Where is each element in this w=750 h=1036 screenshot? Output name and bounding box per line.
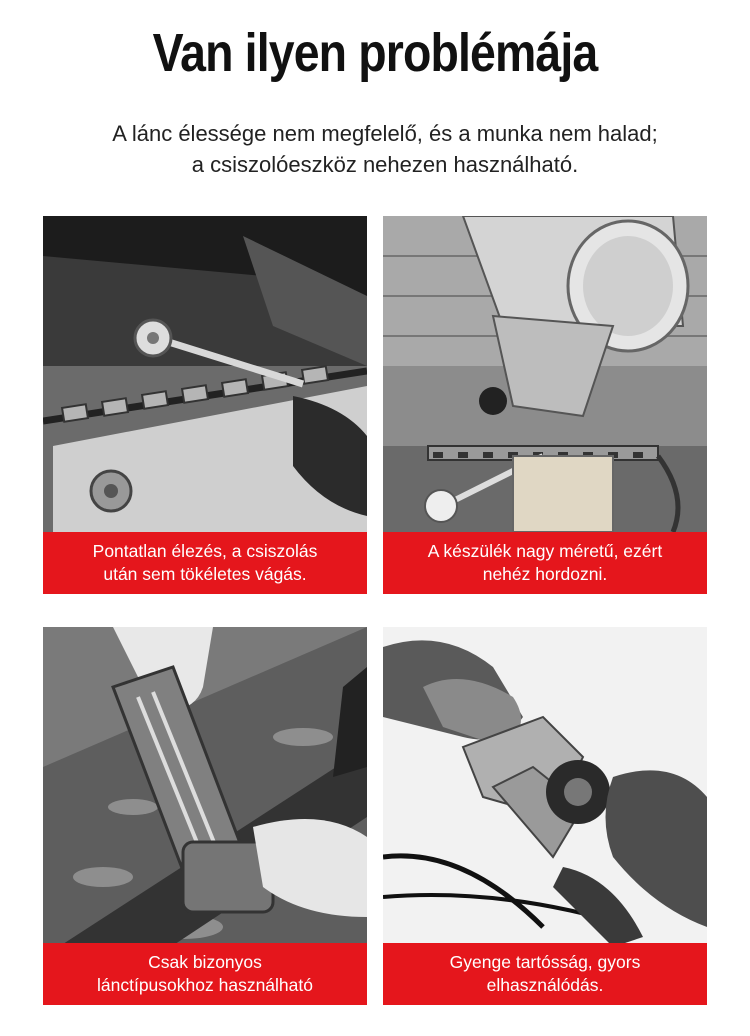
page-subtitle [40,118,730,180]
caption-line-2: nehéz hordozni. [482,564,608,584]
caption-banner [383,532,707,594]
caption-line-2: után sem tökéletes vágás. [103,564,307,584]
caption-banner [43,532,367,594]
caption-line-1: A készülék nagy méretű, ezért [427,541,663,561]
problem-card-inaccurate-sharpening [43,216,367,594]
page-title: Van ilyen problémája [152,23,598,83]
problem-card-poor-durability [383,627,707,1005]
subtitle-line-1: A lánc élessége nem megfelelő, és a munka nem halad; [112,121,658,146]
caption-line-1: Gyenge tartósság, gyors [449,952,641,972]
caption-line-1: Csak bizonyos [148,952,262,972]
caption-banner [43,943,367,1005]
problem-card-limited-chain-types [43,627,367,1005]
subtitle-line-2: a csiszolóeszköz nehezen használható. [191,152,579,177]
caption-line-2: elhasználódás. [486,975,604,995]
caption-banner [383,943,707,1005]
problem-card-bulky-device [383,216,707,594]
caption-line-2: lánctípusokhoz használható [97,975,313,995]
caption-line-1: Pontatlan élezés, a csiszolás [92,541,318,561]
